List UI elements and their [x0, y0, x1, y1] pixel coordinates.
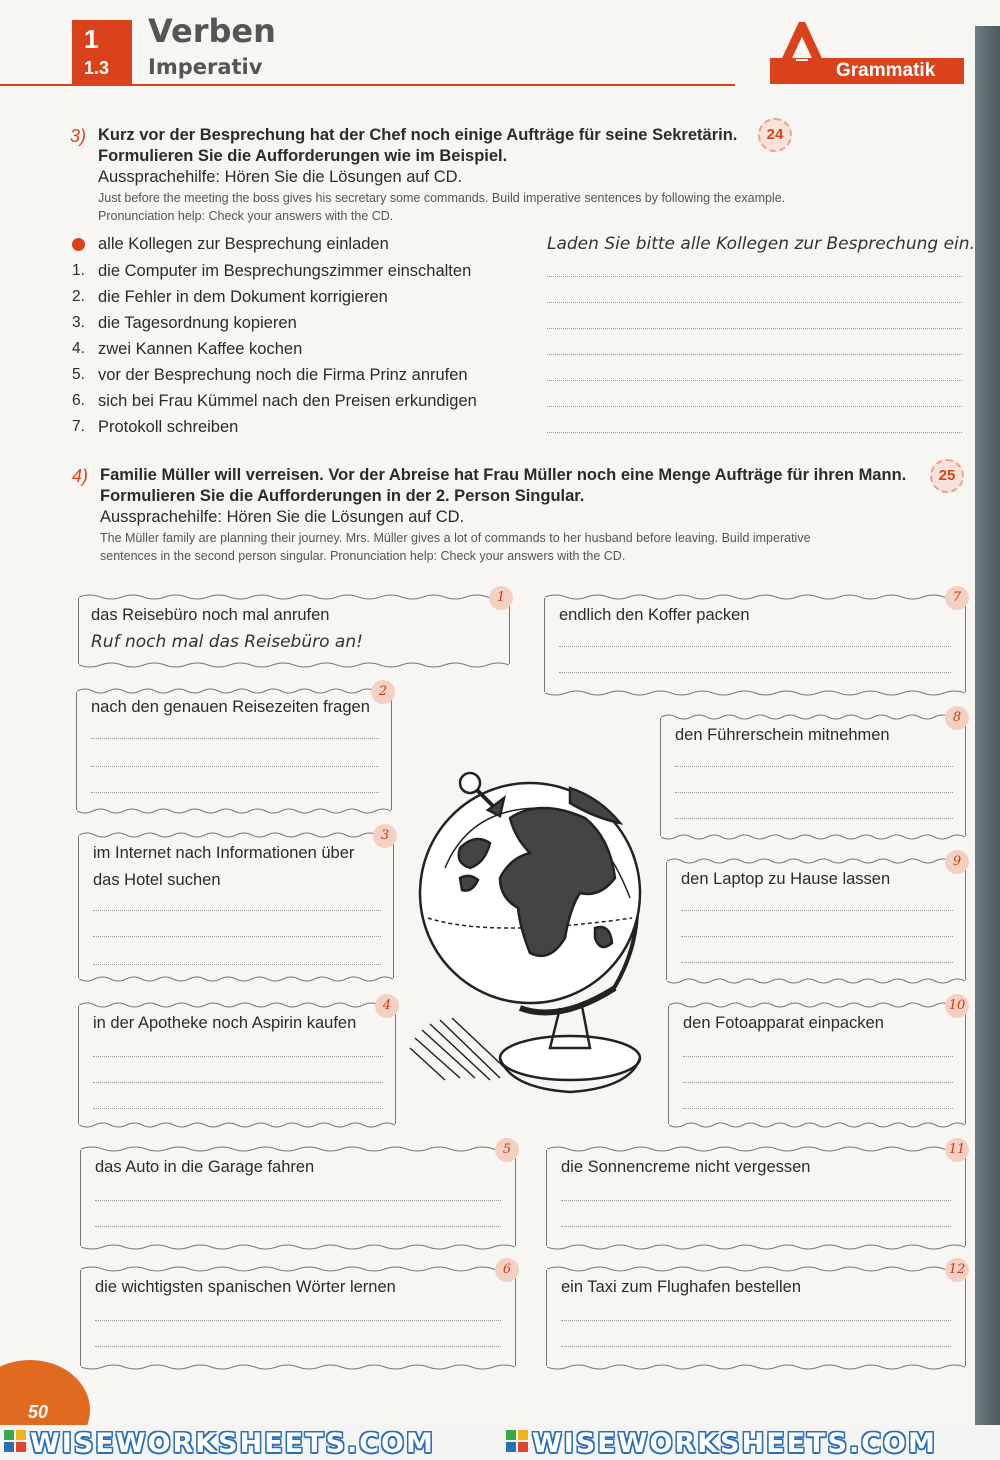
grammar-a-logo-icon [772, 22, 832, 84]
exercise-4-translation-1: The Müller family are planning their journey. Mrs. Müller gives a lot of commands to her husband before leaving. Build imperative [100, 531, 811, 545]
page-number: 50 [28, 1402, 49, 1422]
exercise-4-instruction-2: Formulieren Sie die Aufforderungen in der 2. Person Singular. [100, 487, 585, 505]
watermark-bar [0, 1425, 1000, 1460]
answer-line[interactable] [675, 766, 953, 767]
task-1-text: das Reisebüro noch mal anrufen [91, 606, 330, 624]
answer-line[interactable] [93, 936, 381, 937]
task-7-text: endlich den Koffer packen [559, 606, 750, 624]
watermark-text-1: WISEWORKSHEETS.COM [30, 1428, 435, 1459]
page-subtitle: Imperativ [148, 55, 263, 79]
exercise-3-aid: Aussprachehilfe: Hören Sie die Lösungen auf CD. [98, 168, 463, 186]
task-box-11 [546, 1142, 966, 1246]
watermark-logo-icon [506, 1430, 528, 1452]
answer-line[interactable] [561, 1226, 951, 1227]
answer-line[interactable] [675, 792, 953, 793]
answer-line[interactable] [93, 1108, 383, 1109]
task-7-badge: 7 [945, 586, 969, 610]
example-bullet-icon [72, 238, 85, 251]
answer-line[interactable] [683, 1056, 953, 1057]
answer-line-3[interactable] [547, 328, 962, 329]
answer-line[interactable] [95, 1226, 501, 1227]
task-8-text: den Führerschein mitnehmen [675, 726, 890, 744]
task-box-8 [660, 710, 966, 836]
cd-track-25-badge: 25 [930, 459, 964, 493]
chapter-number: 1 [84, 24, 99, 54]
task-6-badge: 6 [495, 1258, 519, 1282]
cd-track-24-badge: 24 [758, 118, 792, 152]
answer-line-2[interactable] [547, 302, 962, 303]
answer-line[interactable] [95, 1200, 501, 1201]
answer-line[interactable] [91, 792, 379, 793]
exercise-3-number: 3) [70, 126, 87, 146]
answer-line[interactable] [681, 936, 953, 937]
chapter-badge [72, 20, 132, 84]
answer-line[interactable] [93, 1056, 383, 1057]
grammatik-label: Grammatik [836, 60, 936, 81]
exercise-3-instruction-1: Kurz vor der Besprechung hat der Chef noch einige Aufträge für seine Sekretärin. [98, 126, 738, 144]
example-answer: Laden Sie bitte alle Kollegen zur Besprechung ein. [547, 234, 975, 254]
answer-line[interactable] [681, 910, 953, 911]
answer-line[interactable] [93, 910, 381, 911]
answer-line[interactable] [559, 646, 951, 647]
answer-line[interactable] [95, 1346, 501, 1347]
answer-line[interactable] [93, 964, 381, 965]
task-10-badge: 10 [945, 994, 969, 1018]
task-3-text-line-1: im Internet nach Informationen über [93, 844, 355, 862]
answer-line[interactable] [95, 1320, 501, 1321]
answer-line[interactable] [91, 738, 379, 739]
task-2-badge: 2 [371, 680, 395, 704]
task-3-badge: 3 [373, 824, 397, 848]
answer-line[interactable] [91, 766, 379, 767]
answer-line-1[interactable] [547, 276, 962, 277]
task-box-3 [78, 828, 394, 978]
globe-illustration-icon [400, 748, 660, 1118]
answer-line-4[interactable] [547, 354, 962, 355]
answer-line[interactable] [683, 1082, 953, 1083]
page-title: Verben [148, 12, 276, 50]
task-box-1 [78, 590, 510, 664]
task-box-7 [544, 590, 966, 692]
answer-line[interactable] [683, 1108, 953, 1109]
task-9-badge: 9 [945, 850, 969, 874]
task-10-text: den Fotoapparat einpacken [683, 1014, 884, 1032]
answer-line-7[interactable] [547, 432, 962, 433]
answer-line[interactable] [561, 1200, 951, 1201]
answer-line[interactable] [93, 1082, 383, 1083]
task-5-badge: 5 [495, 1138, 519, 1162]
example-prompt: alle Kollegen zur Besprechung einladen [98, 235, 389, 253]
answer-line[interactable] [675, 818, 953, 819]
watermark-logo-icon [4, 1430, 26, 1452]
task-8-badge: 8 [945, 706, 969, 730]
exercise-4-instruction-1: Familie Müller will verreisen. Vor der Abreise hat Frau Müller noch eine Menge Aufträge für ihren Mann. [100, 466, 907, 484]
answer-line[interactable] [559, 672, 951, 673]
exercise-3-instruction-2: Formulieren Sie die Aufforderungen wie im Beispiel. [98, 147, 508, 165]
task-box-6 [80, 1262, 516, 1366]
exercise-4-number: 4) [72, 466, 89, 486]
answer-line[interactable] [681, 962, 953, 963]
exercise-4-translation-2: sentences in the second person singular. Pronunciation help: Check your answers with the CD. [100, 549, 626, 563]
watermark-text-2: WISEWORKSHEETS.COM [532, 1428, 937, 1459]
task-box-12 [546, 1262, 966, 1366]
chapter-section: 1.3 [84, 58, 110, 78]
answer-line[interactable] [561, 1320, 951, 1321]
task-1-badge: 1 [489, 586, 513, 610]
task-box-5 [80, 1142, 516, 1246]
task-5-text: das Auto in die Garage fahren [95, 1158, 315, 1176]
task-box-9 [666, 854, 966, 980]
task-box-2 [76, 684, 392, 810]
answer-line-6[interactable] [547, 406, 962, 407]
header-rule [0, 84, 735, 86]
task-9-text: den Laptop zu Hause lassen [681, 870, 891, 888]
exercise-3-translation-1: Just before the meeting the boss gives his secretary some commands. Build imperative sentences by following the example. [98, 191, 786, 205]
task-2-text: nach den genauen Reisezeiten fragen [91, 698, 370, 716]
task-4-badge: 4 [375, 994, 399, 1018]
exercise-3-translation-2: Pronunciation help: Check your answers with the CD. [98, 209, 394, 223]
task-3-text-line-2: das Hotel suchen [93, 871, 221, 889]
task-4-text: in der Apotheke noch Aspirin kaufen [93, 1014, 357, 1032]
task-11-text: die Sonnencreme nicht vergessen [561, 1158, 811, 1176]
task-6-text: die wichtigsten spanischen Wörter lernen [95, 1278, 396, 1296]
page-edge-shadow [975, 26, 1000, 1426]
task-12-text: ein Taxi zum Flughafen bestellen [561, 1278, 802, 1296]
task-11-badge: 11 [945, 1138, 969, 1162]
task-box-4 [78, 998, 396, 1124]
answer-line-5[interactable] [547, 380, 962, 381]
answer-line[interactable] [561, 1346, 951, 1347]
task-box-10 [668, 998, 966, 1124]
exercise-4-aid: Aussprachehilfe: Hören Sie die Lösungen auf CD. [100, 508, 465, 526]
task-12-badge: 12 [945, 1258, 969, 1282]
task-1-answer: Ruf noch mal das Reisebüro an! [91, 632, 363, 652]
